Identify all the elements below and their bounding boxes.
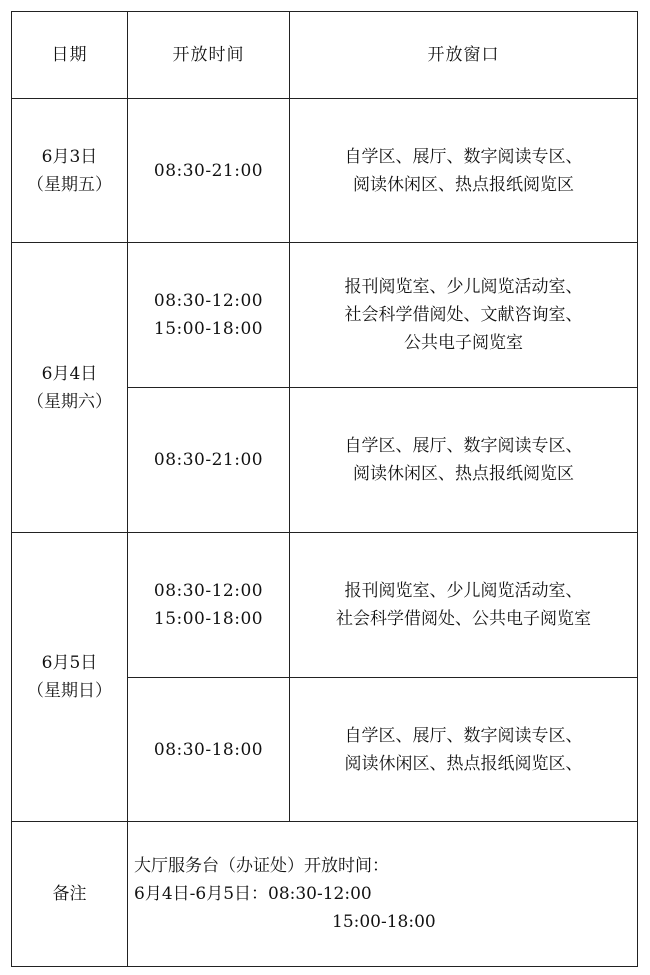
windows-text: 公共电子阅览室: [404, 333, 523, 353]
note-label: 备注: [12, 822, 128, 967]
weekday-text: （星期日）: [27, 681, 112, 701]
header-windows: 开放窗口: [290, 12, 638, 99]
weekday-text: （星期五）: [27, 174, 112, 195]
windows-text: 自学区、展厅、数字阅读专区、: [344, 436, 583, 456]
windows-text: 阅读休闲区、热点报纸阅览区、: [344, 753, 583, 774]
table-row: [12, 533, 638, 678]
note-dates: 6月4日-6月5日：08:30-12:00: [134, 884, 372, 904]
date-cell: [12, 243, 128, 533]
windows-text: 自学区、展厅、数字阅读专区、: [344, 146, 583, 167]
table-row: [12, 99, 638, 243]
time-text: 15:00-18:00: [153, 609, 264, 629]
time-text: 08:30-21:00: [153, 450, 264, 470]
weekday-text: （星期六）: [27, 391, 112, 412]
time-cell: [128, 678, 290, 822]
note-time: 15:00-18:00: [332, 912, 436, 932]
windows-cell: [290, 99, 638, 243]
time-text: 08:30-18:00: [153, 739, 264, 760]
windows-cell: [290, 678, 638, 822]
date-text: 6月5日: [41, 653, 98, 673]
windows-cell: [290, 243, 638, 388]
windows-text: 自学区、展厅、数字阅读专区、: [344, 725, 583, 746]
note-row: [12, 822, 638, 967]
note-title: 大厅服务台（办证处）开放时间：: [134, 856, 389, 876]
time-cell: [128, 388, 290, 533]
date-text: 6月3日: [41, 146, 98, 167]
windows-text: 社会科学借阅处、公共电子阅览室: [336, 609, 591, 629]
date-cell: [12, 99, 128, 243]
time-cell: [128, 533, 290, 678]
time-text: 08:30-12:00: [153, 291, 264, 311]
header-time: 开放时间: [128, 12, 290, 99]
header-row: [12, 12, 638, 99]
time-cell: [128, 99, 290, 243]
windows-text: 报刊阅览室、少儿阅览活动室、: [344, 277, 583, 297]
windows-text: 阅读休闲区、热点报纸阅览区: [353, 464, 574, 484]
header-date: 日期: [12, 12, 128, 99]
time-text: 15:00-18:00: [153, 319, 264, 339]
time-text: 08:30-21:00: [153, 160, 264, 181]
date-cell: [12, 533, 128, 822]
windows-text: 阅读休闲区、热点报纸阅览区: [353, 174, 574, 195]
time-cell: [128, 243, 290, 388]
windows-cell: [290, 533, 638, 678]
date-text: 6月4日: [41, 363, 98, 384]
time-text: 08:30-12:00: [153, 581, 264, 601]
windows-text: 报刊阅览室、少儿阅览活动室、: [344, 581, 583, 601]
note-cell: [128, 822, 638, 967]
table-row: [12, 243, 638, 388]
windows-text: 社会科学借阅处、文献咨询室、: [344, 305, 583, 325]
schedule-table: [11, 11, 638, 967]
windows-cell: [290, 388, 638, 533]
